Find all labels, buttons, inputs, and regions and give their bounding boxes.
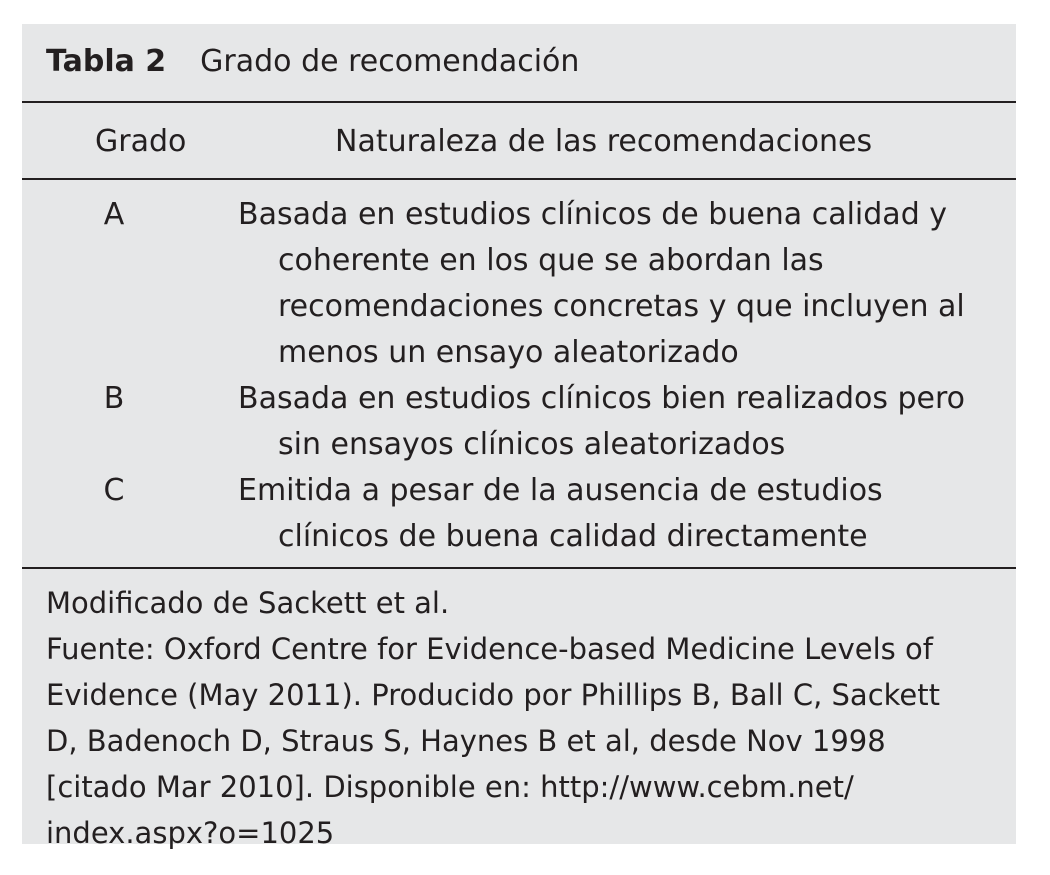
footnote-source-line: D, Badenoch D, Straus S, Haynes B et al, desde Nov 1998 xyxy=(46,724,886,758)
table-label: Tabla 2 xyxy=(46,44,167,79)
column-header-nature: Naturaleza de las recomendaciones xyxy=(335,124,873,159)
nature-cell: Basada en estudios clínicos bien realizados pero sin ensayos clínicos aleatorizados xyxy=(238,381,966,462)
table-title xyxy=(46,42,579,82)
table-row xyxy=(22,192,1016,376)
table-footnote xyxy=(46,580,996,856)
table-panel xyxy=(22,24,1016,850)
footnote-source-line: index.aspx?o=1025 xyxy=(46,816,335,850)
grade-cell: A xyxy=(103,197,125,232)
header-rule xyxy=(22,178,1016,180)
footnote-source-line: Evidence (May 2011). Producido por Phillips B, Ball C, Sackett xyxy=(46,678,940,712)
footnote-source-line: Fuente: Oxford Centre for Evidence-based Medicine Levels of xyxy=(46,632,933,666)
nature-cell: Basada en estudios clínicos de buena calidad y coherente en los que se abordan las recomendaciones concretas y que incluyen al menos un ensayo aleatorizado xyxy=(238,197,965,370)
table-body xyxy=(22,192,1016,560)
nature-cell: Emitida a pesar de la ausencia de estudios clínicos de buena calidad directamente xyxy=(238,473,883,554)
footnote-source-line: [citado Mar 2010]. Disponible en: http://www.cebm.net/ xyxy=(46,770,854,804)
table-caption: Grado de recomendación xyxy=(200,44,580,79)
footnote-modified: Modificado de Sackett et al. xyxy=(46,586,450,620)
top-rule xyxy=(22,101,1016,103)
column-header-grade: Grado xyxy=(95,124,187,159)
grade-cell: B xyxy=(103,381,125,416)
footer-rule xyxy=(22,567,1016,569)
grade-cell: C xyxy=(103,473,125,508)
table-row xyxy=(22,376,1016,468)
table-row xyxy=(22,468,1016,560)
